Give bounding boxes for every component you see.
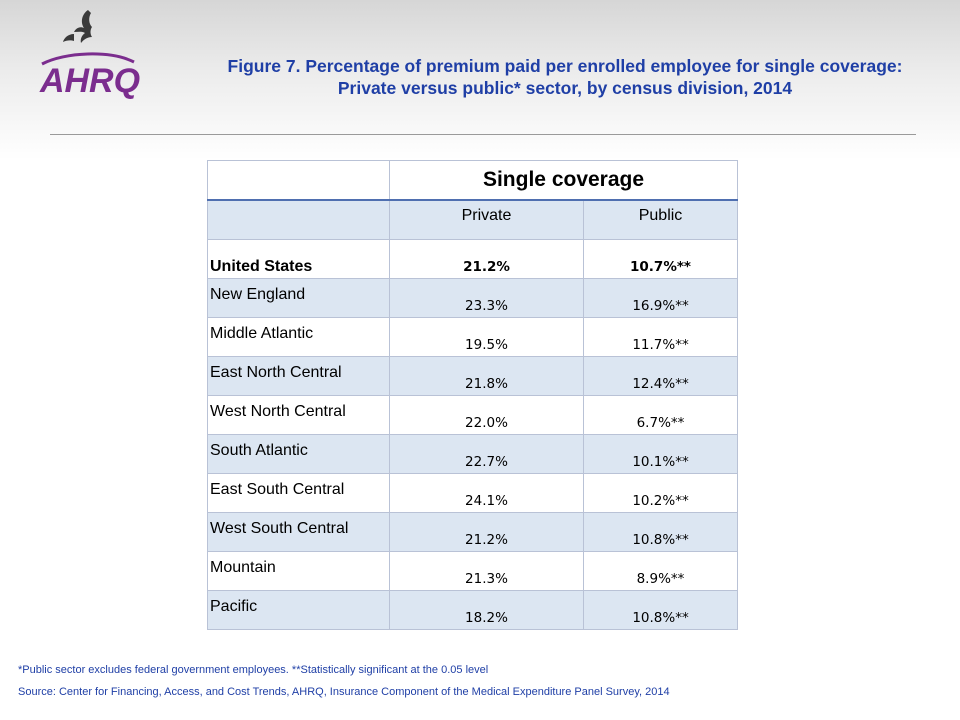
row-label: United States: [208, 240, 390, 279]
row-label: Mountain: [208, 552, 390, 591]
corner-cell: [208, 161, 390, 201]
source-note: Source: Center for Financing, Access, and Cost Trends, AHRQ, Insurance Component of the Medical Expenditure Panel Survey, 2014: [18, 686, 670, 698]
private-value: 21.2%: [390, 513, 584, 552]
row-label: West South Central: [208, 513, 390, 552]
private-value: 18.2%: [390, 591, 584, 630]
table-row: [208, 552, 738, 591]
table-row: [208, 435, 738, 474]
column-header-public: Public: [584, 200, 738, 240]
private-value: 22.7%: [390, 435, 584, 474]
coverage-table: [207, 160, 738, 630]
table-row: [208, 357, 738, 396]
column-header-row: [208, 200, 738, 240]
row-label: East North Central: [208, 357, 390, 396]
table-row: [208, 474, 738, 513]
private-value: 21.3%: [390, 552, 584, 591]
group-header-row: [208, 161, 738, 201]
public-value: 10.2%**: [584, 474, 738, 513]
public-value: 10.1%**: [584, 435, 738, 474]
row-label: Pacific: [208, 591, 390, 630]
public-value: 11.7%**: [584, 318, 738, 357]
ahrq-wordmark: AHRQ: [39, 62, 141, 100]
row-label: South Atlantic: [208, 435, 390, 474]
table-row: [208, 396, 738, 435]
private-value: 24.1%: [390, 474, 584, 513]
row-label: New England: [208, 279, 390, 318]
figure-title: Figure 7. Percentage of premium paid per enrolled employee for single coverage: Private versus public* sector, by census division, 2014: [227, 56, 903, 98]
table-row: [208, 591, 738, 630]
row-label: West North Central: [208, 396, 390, 435]
public-value: 10.7%**: [584, 240, 738, 279]
group-header: Single coverage: [390, 161, 738, 201]
private-value: 19.5%: [390, 318, 584, 357]
public-value: 6.7%**: [584, 396, 738, 435]
table-row: [208, 513, 738, 552]
private-value: 21.2%: [390, 240, 584, 279]
footnote: *Public sector excludes federal government employees. **Statistically significant at the 0.05 level: [18, 664, 489, 676]
title-divider: [50, 134, 916, 135]
private-value: 23.3%: [390, 279, 584, 318]
public-value: 10.8%**: [584, 513, 738, 552]
row-label: East South Central: [208, 474, 390, 513]
corner-cell: [208, 200, 390, 240]
private-value: 22.0%: [390, 396, 584, 435]
hhs-eagle-icon: [63, 10, 92, 43]
column-header-private: Private: [390, 200, 584, 240]
table-row: [208, 240, 738, 279]
public-value: 16.9%**: [584, 279, 738, 318]
public-value: 12.4%**: [584, 357, 738, 396]
table-row: [208, 279, 738, 318]
table-row: [208, 318, 738, 357]
public-value: 10.8%**: [584, 591, 738, 630]
row-label: Middle Atlantic: [208, 318, 390, 357]
private-value: 21.8%: [390, 357, 584, 396]
ahrq-logo: [30, 4, 150, 104]
public-value: 8.9%**: [584, 552, 738, 591]
